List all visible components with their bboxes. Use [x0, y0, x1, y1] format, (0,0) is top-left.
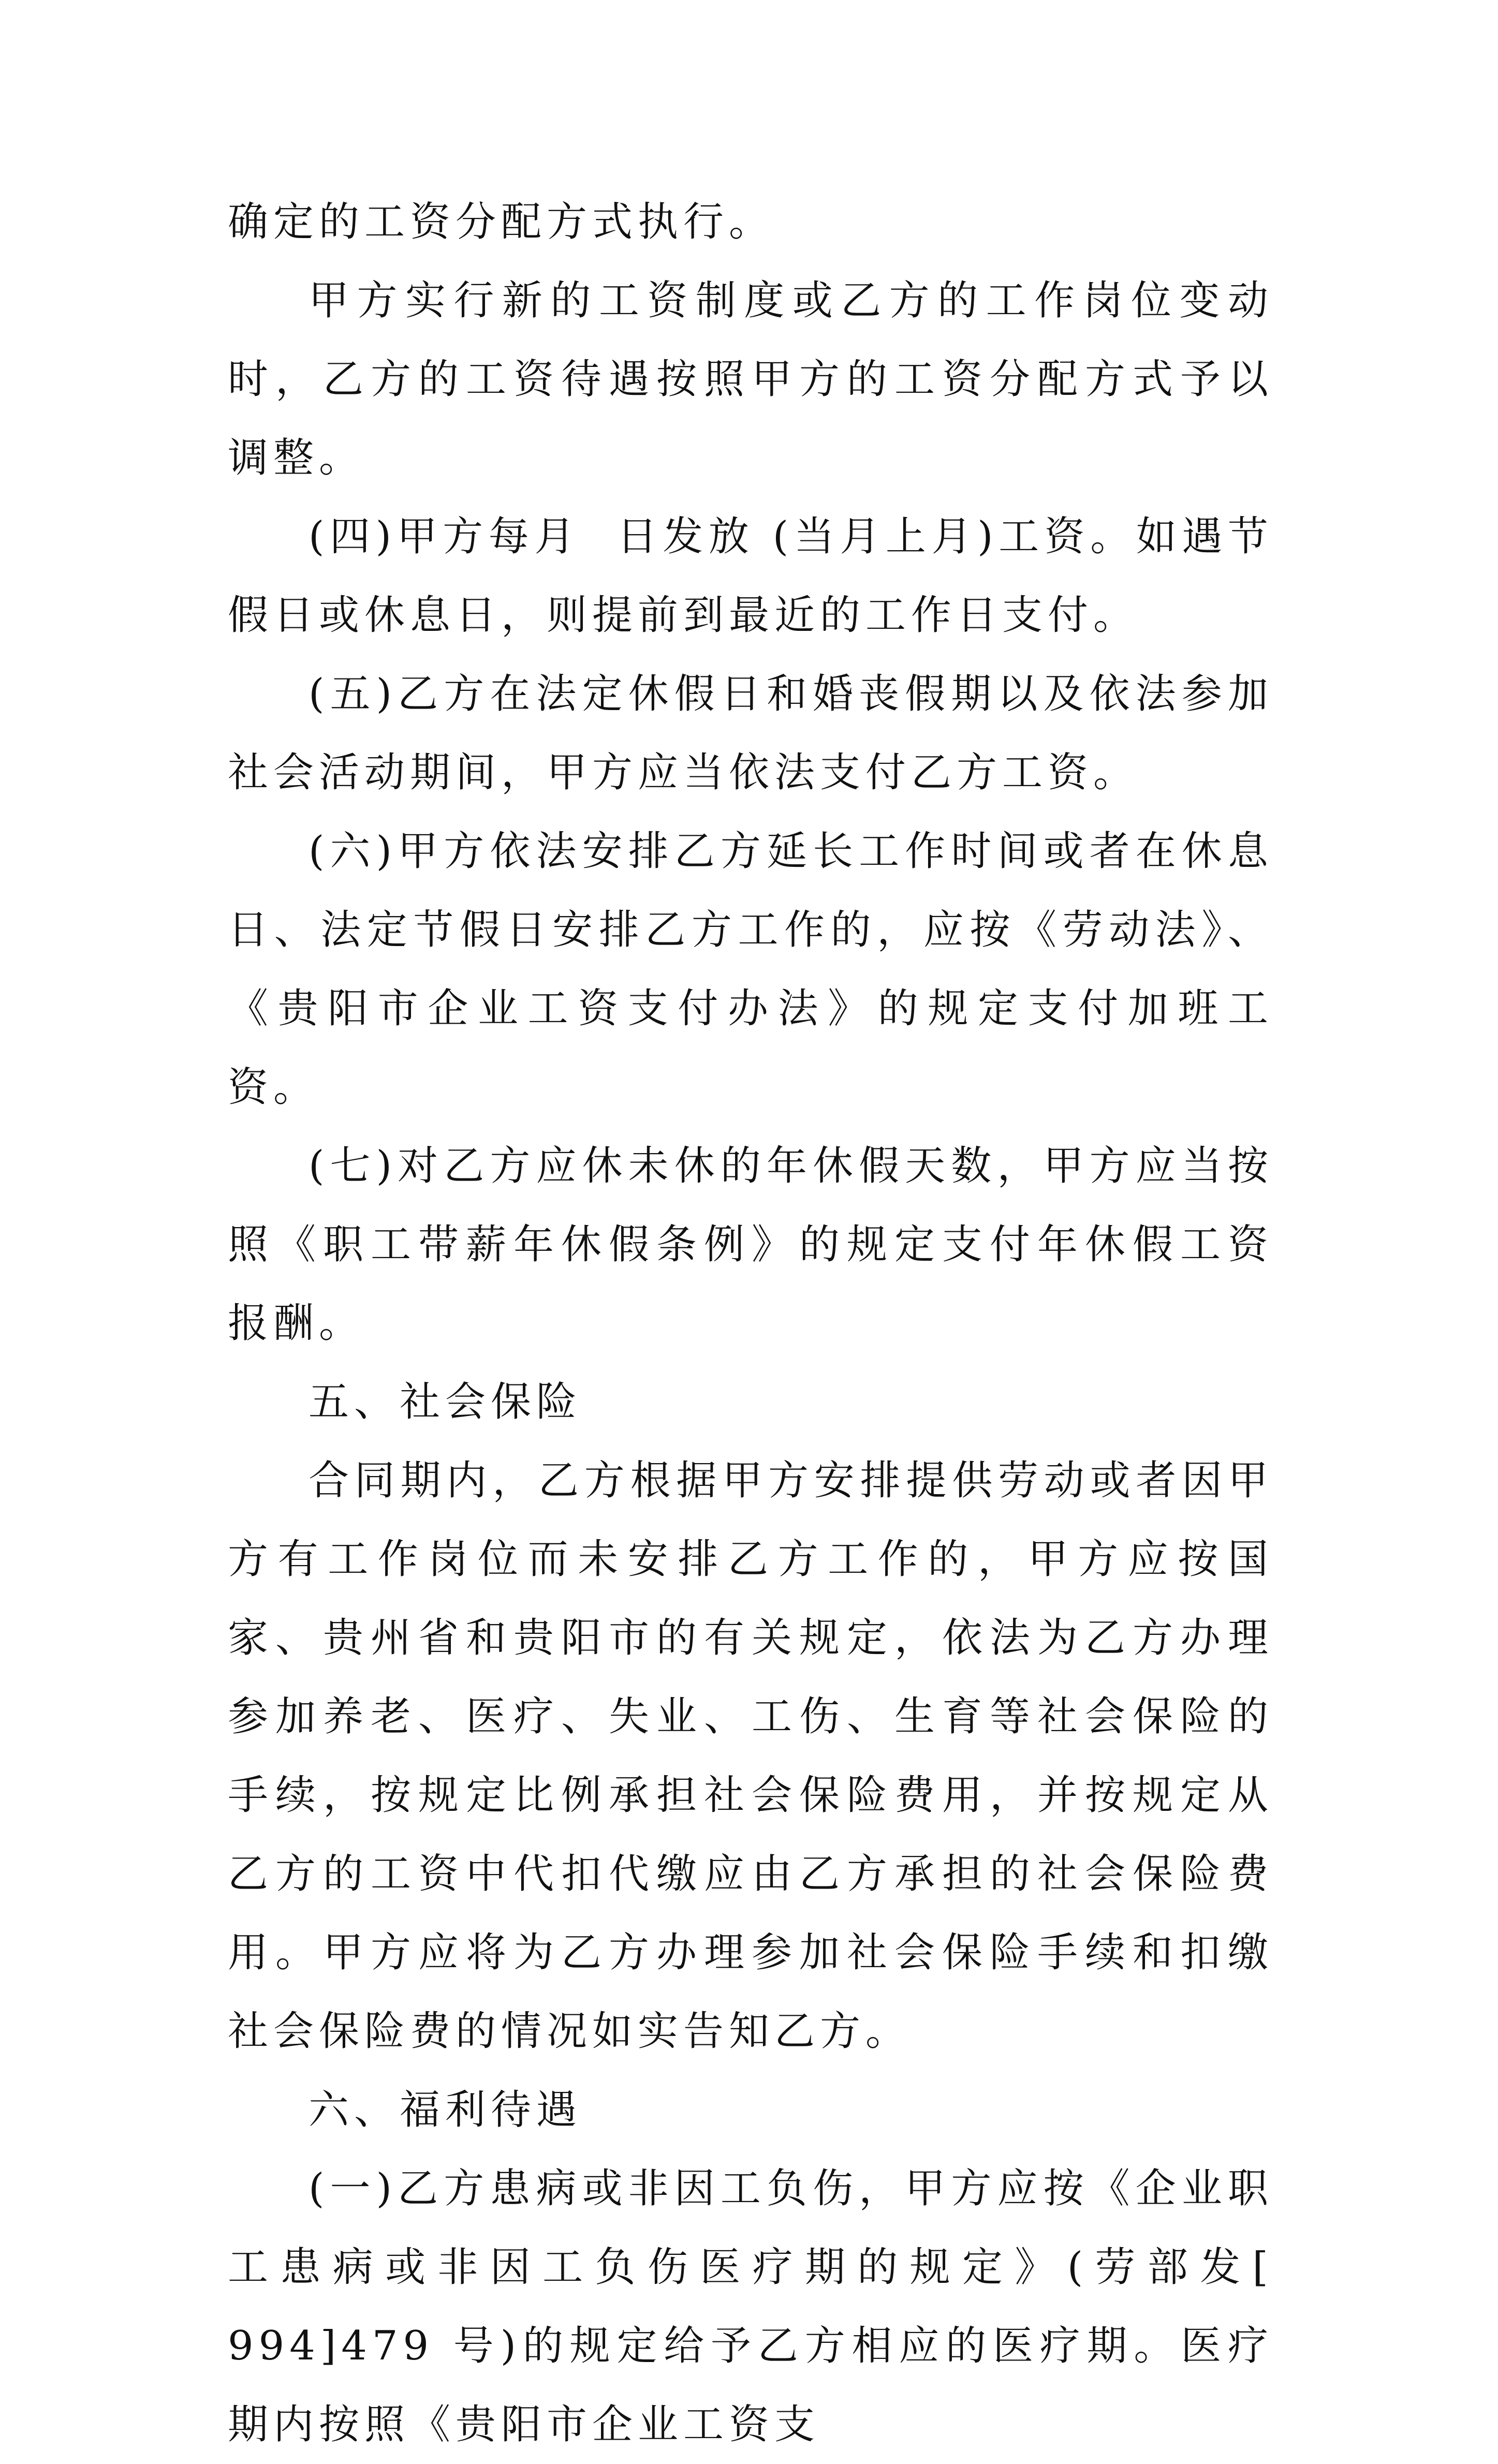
section-heading-social-insurance: 五、社会保险 — [309, 1379, 582, 1425]
paragraph-wage-method-end: 确定的工资分配方式执行。 — [228, 199, 775, 245]
document-body — [228, 183, 1291, 2464]
paragraph-item-4-payday: (四)甲方每月 日发放 (当月上月)工资。如遇节假日或休息日，则提前到最近的工作日支付。 — [228, 513, 1273, 639]
paragraph-welfare-item-1: (一)乙方患病或非因工负伤，甲方应按《企业职工患病或非因工负伤医疗期的规定》(劳部发[ 994]479 号)的规定给予乙方相应的医疗期。医疗期内按照《贵阳市企业工资支 — [228, 2165, 1291, 2448]
paragraph-item-7-annual-leave: (七)对乙方应休未休的年休假天数，甲方应当按照《职工带薪年休假条例》的规定支付年休假工资报酬。 — [228, 1143, 1273, 1347]
paragraph-item-5-holiday-pay: (五)乙方在法定休假日和婚丧假期以及依法参加社会活动期间，甲方应当依法支付乙方工资。 — [228, 671, 1273, 796]
paragraph-social-insurance: 合同期内，乙方根据甲方安排提供劳动或者因甲方有工作岗位而未安排乙方工作的，甲方应按国家、贵州省和贵阳市的有关规定，依法为乙方办理参加养老、医疗、失业、工伤、生育等社会保险的手续，按规定比例承担社会保险费用，并按规定从乙方的工资中代扣代缴应由乙方承担的社会保险费用。甲方应将为乙方办理参加社会保险手续和扣缴社会保险费的情况如实告知乙方。 — [228, 1457, 1273, 2055]
paragraph-wage-adjustment: 甲方实行新的工资制度或乙方的工作岗位变动时，乙方的工资待遇按照甲方的工资分配方式予以调整。 — [228, 277, 1273, 481]
section-heading-welfare: 六、福利待遇 — [309, 2087, 582, 2133]
paragraph-item-6-overtime: (六)甲方依法安排乙方延长工作时间或者在休息日、法定节假日安排乙方工作的，应按《劳动法》、《贵阳市企业工资支付办法》的规定支付加班工资。 — [228, 828, 1273, 1111]
